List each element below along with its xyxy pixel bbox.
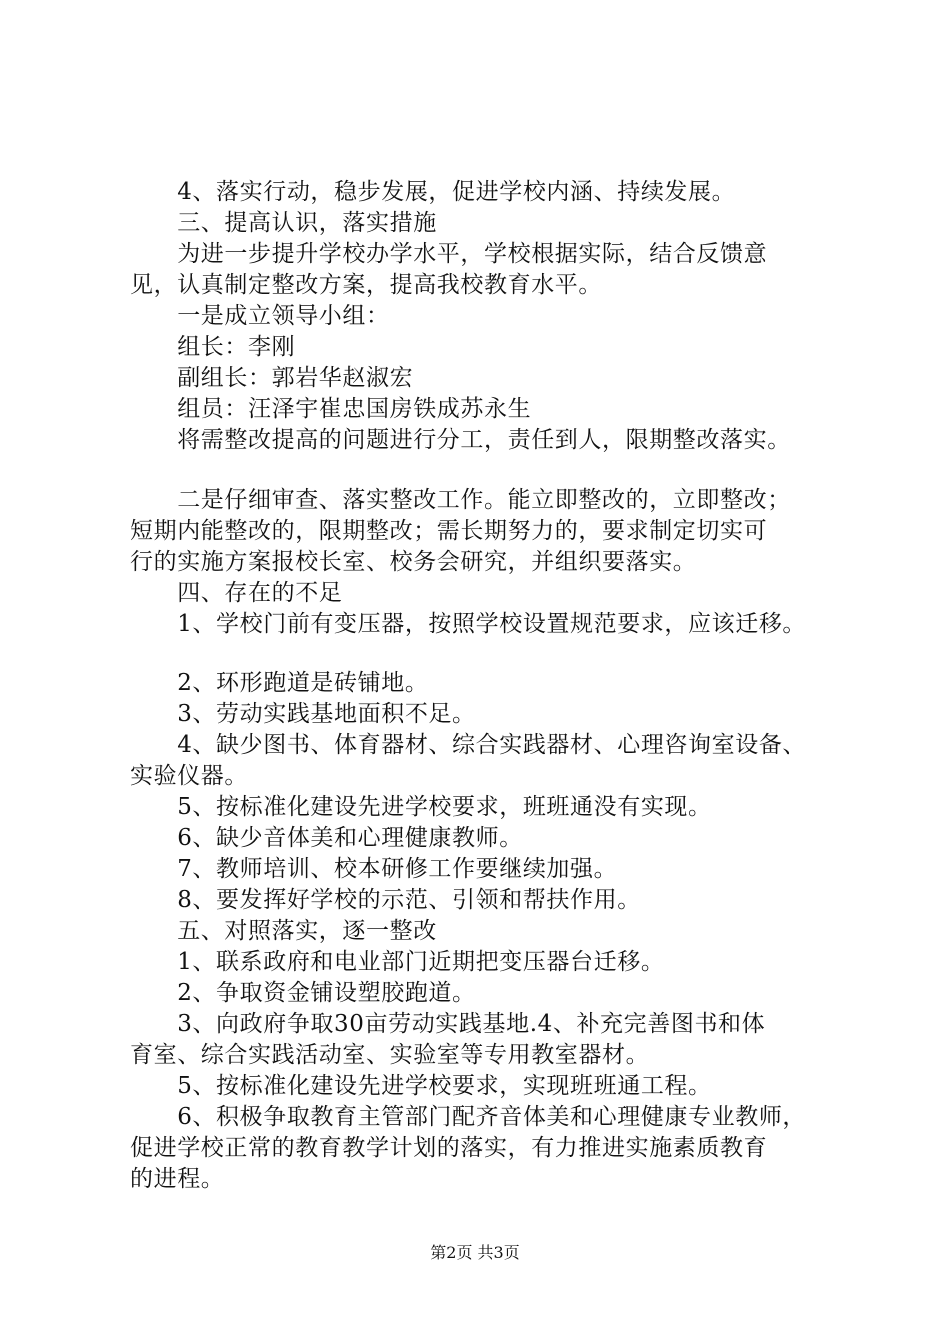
text-line: 3、劳动实践基地面积不足。 bbox=[130, 701, 476, 727]
text-line: 1、联系政府和电业部门近期把变压器台迁移。 bbox=[130, 949, 665, 975]
text-line: 7、教师培训、校本研修工作要继续加强。 bbox=[130, 856, 618, 882]
section-heading: 四、存在的不足 bbox=[130, 580, 343, 606]
text-line: 6、积极争取教育主管部门配齐音体美和心理健康专业教师， bbox=[130, 1104, 807, 1130]
text-line: 4、缺少图书、体育器材、综合实践器材、心理咨询室设备、 bbox=[130, 732, 807, 758]
text-line: 促进学校正常的教育教学计划的落实，有力推进实施素质教育 bbox=[130, 1135, 768, 1161]
text-line: 6、缺少音体美和心理健康教师。 bbox=[130, 825, 523, 851]
text-line: 2、环形跑道是砖铺地。 bbox=[130, 670, 429, 696]
text-line: 5、按标准化建设先进学校要求，实现班班通工程。 bbox=[130, 1073, 712, 1099]
text-line: 育室、综合实践活动室、实验室等专用教室器材。 bbox=[130, 1042, 650, 1068]
text-line: 为进一步提升学校办学水平，学校根据实际，结合反馈意 bbox=[130, 241, 768, 267]
text-line: 二是仔细审查、落实整改工作。能立即整改的，立即整改； bbox=[130, 487, 791, 513]
text-line: 4、落实行动，稳步发展，促进学校内涵、持续发展。 bbox=[130, 179, 736, 205]
text-line: 短期内能整改的，限期整改；需长期努力的，要求制定切实可 bbox=[130, 518, 768, 544]
text-line: 组长：李刚 bbox=[130, 334, 296, 360]
section-heading: 三、提高认识，落实措施 bbox=[130, 210, 437, 236]
text-line: 1、学校门前有变压器，按照学校设置规范要求，应该迁移。 bbox=[130, 611, 807, 637]
text-line: 行的实施方案报校长室、校务会研究，并组织要落实。 bbox=[130, 549, 697, 575]
text-line: 2、争取资金铺设塑胶跑道。 bbox=[130, 980, 476, 1006]
text-line: 实验仪器。 bbox=[130, 763, 248, 789]
text-line: 副组长：郭岩华赵淑宏 bbox=[130, 365, 414, 391]
text-line: 3、向政府争取30亩劳动实践基地.4、补充完善图书和体 bbox=[130, 1011, 766, 1037]
section-heading: 五、对照落实，逐一整改 bbox=[130, 918, 437, 944]
text-line: 见，认真制定整改方案，提高我校教育水平。 bbox=[130, 272, 602, 298]
text-line: 的进程。 bbox=[130, 1166, 225, 1192]
text-line: 8、要发挥好学校的示范、引领和帮扶作用。 bbox=[130, 887, 641, 913]
text-line: 5、按标准化建设先进学校要求，班班通没有实现。 bbox=[130, 794, 712, 820]
page-footer: 第2页 共3页 bbox=[430, 1243, 520, 1262]
text-line: 一是成立领导小组： bbox=[130, 303, 390, 329]
text-line: 将需整改提高的问题进行分工，责任到人，限期整改落实。 bbox=[130, 427, 791, 453]
text-line: 组员：汪泽宇崔忠国房铁成苏永生 bbox=[130, 396, 532, 422]
